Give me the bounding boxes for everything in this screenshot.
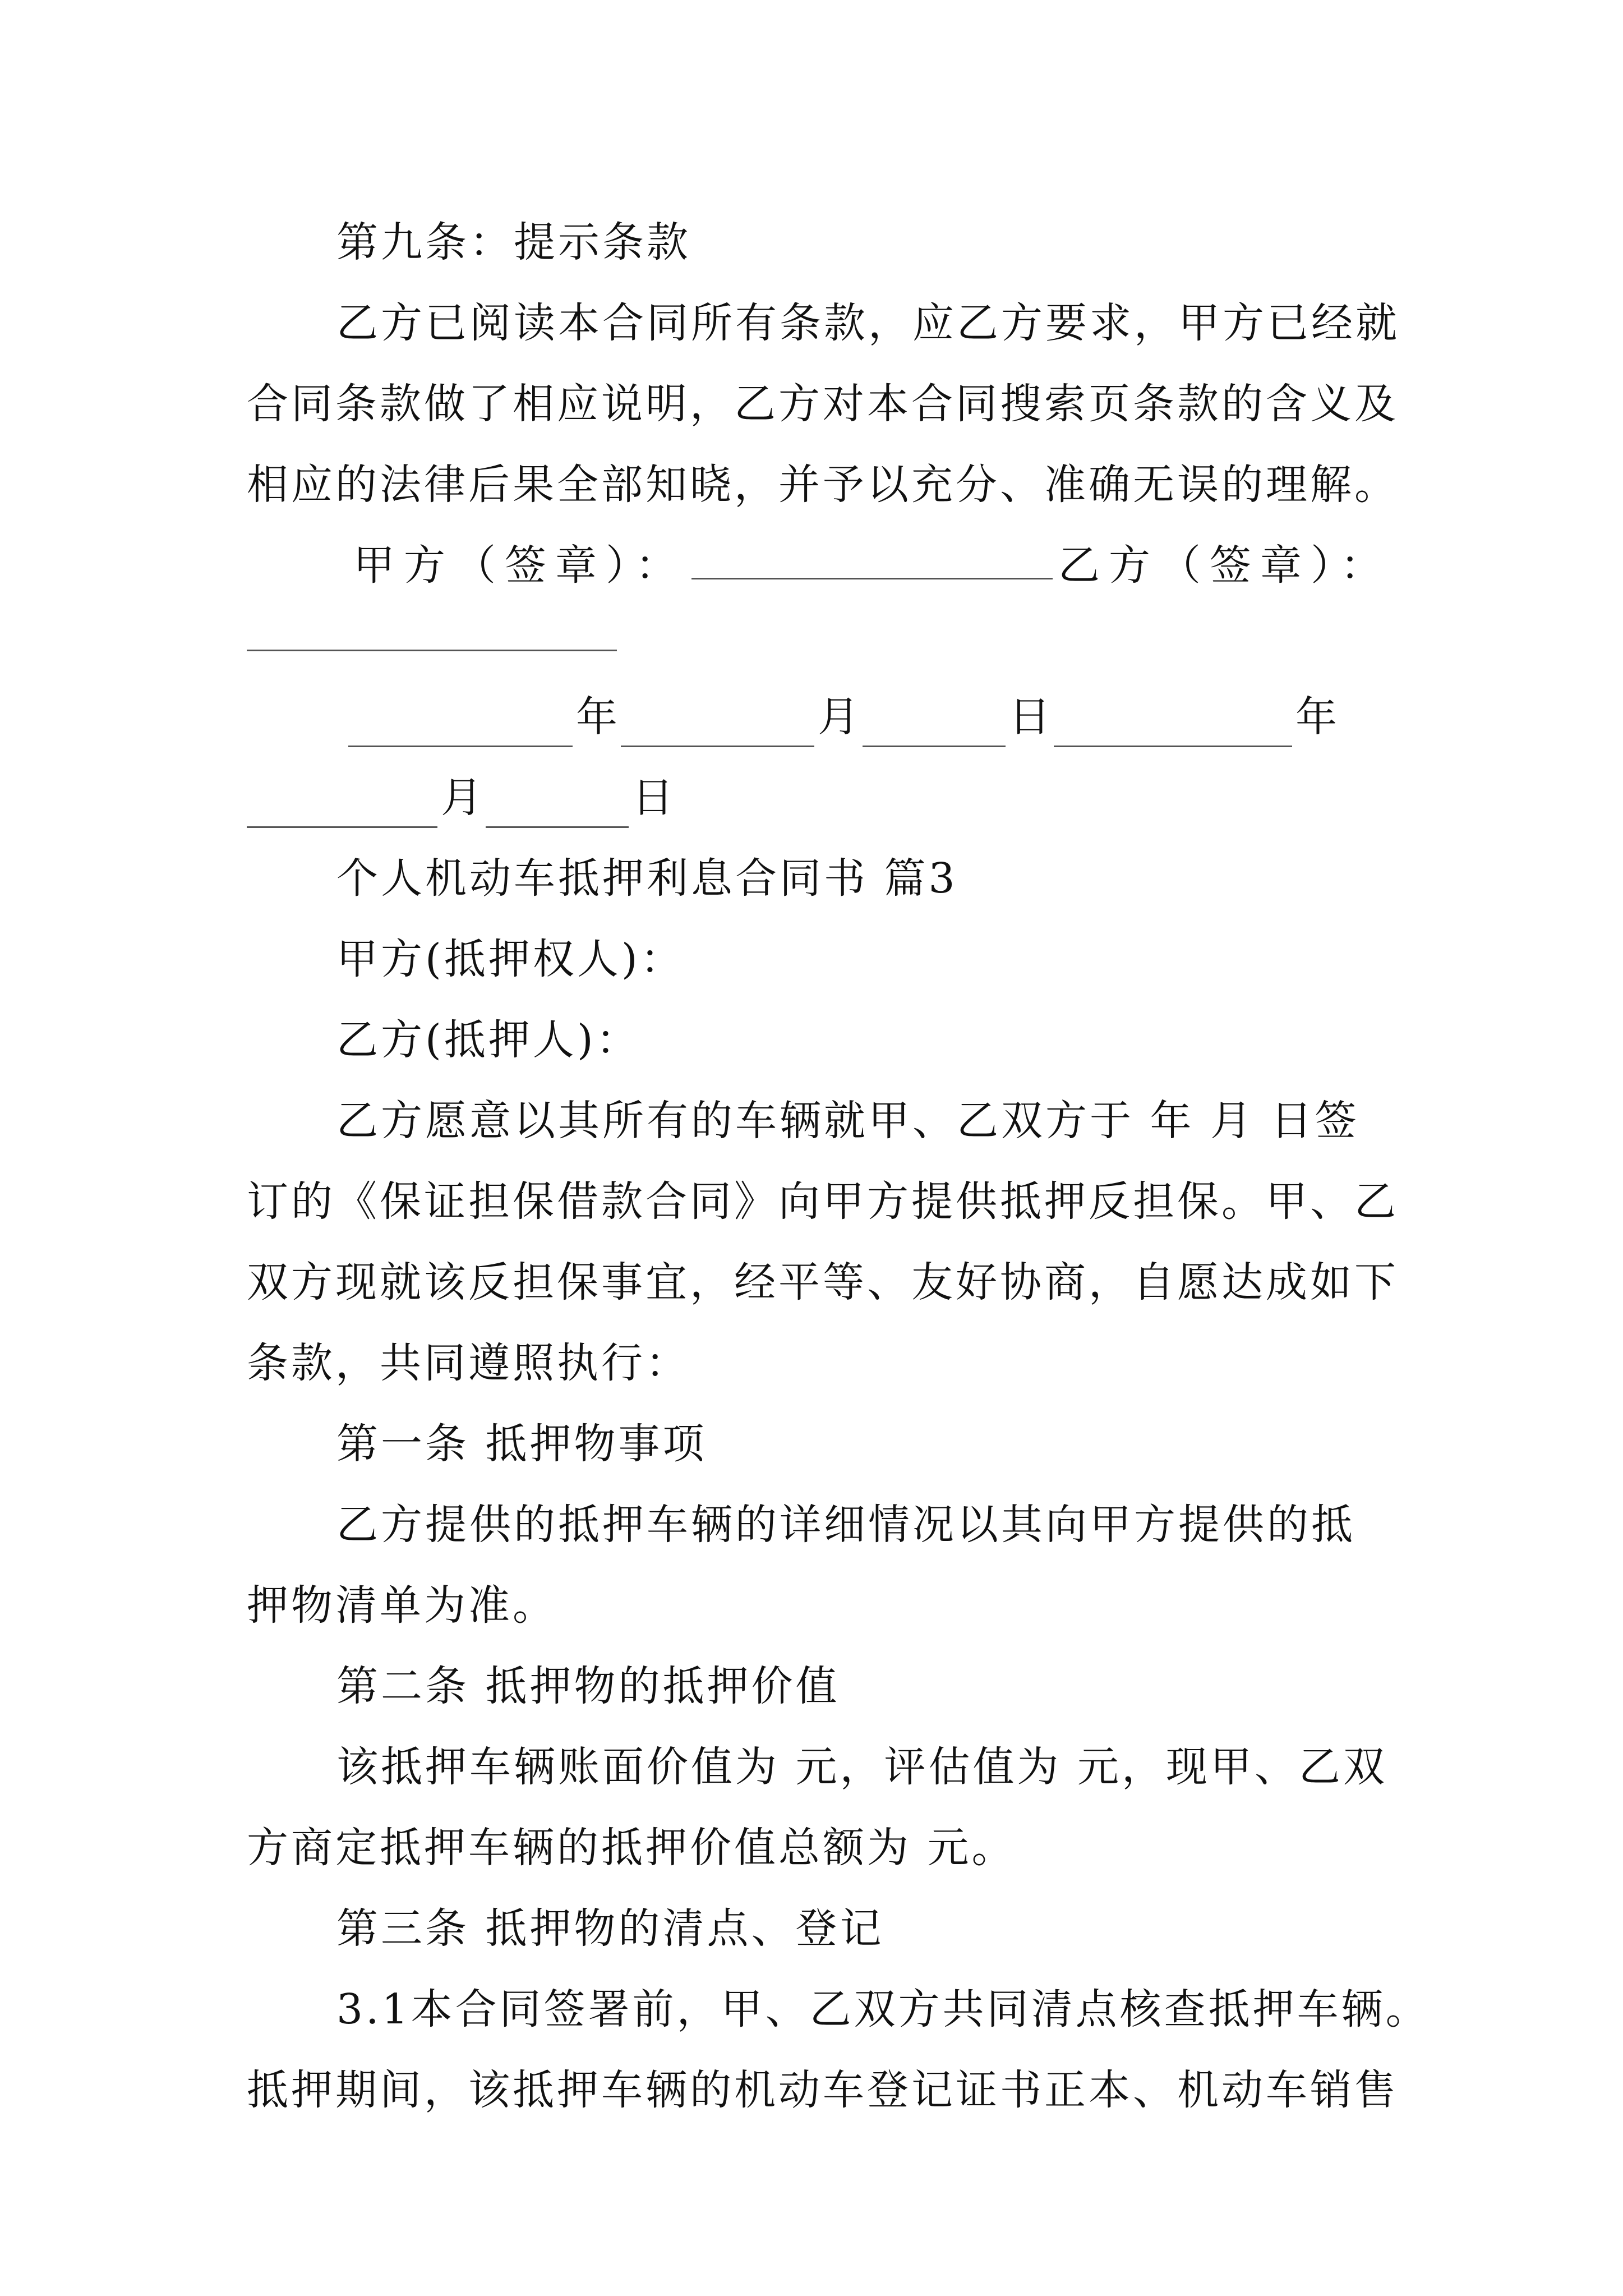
party-b-day-blank — [486, 794, 629, 828]
intro-line-3: 双方现就该反担保事宜，经平等、友好协商，自愿达成如下 — [247, 1258, 1399, 1306]
party-b-signature-label: 乙方（签章）： — [1058, 541, 1391, 590]
date-row-2 — [247, 757, 1391, 838]
party-a-line: 甲方(抵押权人)： — [336, 935, 685, 983]
article2-line-1: 该抵押车辆账面价值为 元，评估值为 元，现甲、乙双 — [336, 1743, 1388, 1791]
article1-line-1: 乙方提供的抵押车辆的详细情况以其向甲方提供的抵 — [336, 1501, 1355, 1549]
party-b-day-label: 日 — [632, 774, 674, 822]
party-a-signature-blank — [691, 545, 1053, 579]
party-a-day-label: 日 — [1009, 693, 1050, 741]
article9-line-2: 合同条款做了相应说明，乙方对本合同搜索页条款的含义及 — [247, 380, 1399, 428]
intro-line-1: 乙方愿意以其所有的车辆就甲、乙双方于 年 月 日签 — [336, 1097, 1359, 1145]
contract-title: 个人机动车抵押利息合同书 篇3 — [336, 854, 958, 903]
party-b-line: 乙方(抵押人)： — [336, 1016, 640, 1064]
article3-heading: 第三条 抵押物的清点、登记 — [336, 1904, 884, 1953]
document-body — [247, 202, 1430, 2131]
intro-line-4: 条款，共同遵照执行： — [247, 1339, 690, 1387]
party-a-month-blank — [621, 713, 814, 747]
intro-line-2: 订的《保证担保借款合同》向甲方提供抵押反担保。甲、乙 — [247, 1177, 1399, 1226]
article1-line-2: 押物清单为准。 — [247, 1581, 557, 1630]
party-b-year-label: 年 — [1295, 693, 1337, 741]
date-row-1 — [247, 677, 1391, 757]
article1-heading: 第一条 抵押物事项 — [336, 1420, 707, 1468]
article9-heading: 第九条：提示条款 — [336, 218, 691, 266]
party-a-day-blank — [863, 713, 1006, 747]
article2-line-2: 方商定抵押车辆的抵押价值总额为 元。 — [247, 1824, 1016, 1872]
article9-line-3: 相应的法律后果全部知晓，并予以充分、准确无误的理解。 — [247, 461, 1399, 509]
party-a-signature-label: 甲方（签章）： — [353, 541, 686, 590]
party-b-signature-blank — [247, 617, 617, 651]
article2-heading: 第二条 抵押物的抵押价值 — [336, 1662, 840, 1710]
article3-line-2: 抵押期间，该抵押车辆的机动车登记证书正本、机动车销售 — [247, 2066, 1399, 2114]
party-b-month-blank — [247, 794, 437, 828]
party-a-year-blank — [348, 713, 573, 747]
party-a-month-label: 月 — [818, 693, 859, 741]
article3-line-1: 3.1本合同签署前，甲、乙双方共同清点核查抵押车辆。 — [336, 1985, 1430, 2033]
party-b-signature-line — [247, 606, 1391, 677]
article9-line-1: 乙方已阅读本合同所有条款，应乙方要求，甲方已经就 — [336, 299, 1400, 347]
party-a-year-label: 年 — [576, 693, 617, 741]
signature-row — [247, 525, 1391, 606]
party-b-year-blank — [1054, 713, 1292, 747]
party-b-month-label: 月 — [441, 774, 482, 822]
